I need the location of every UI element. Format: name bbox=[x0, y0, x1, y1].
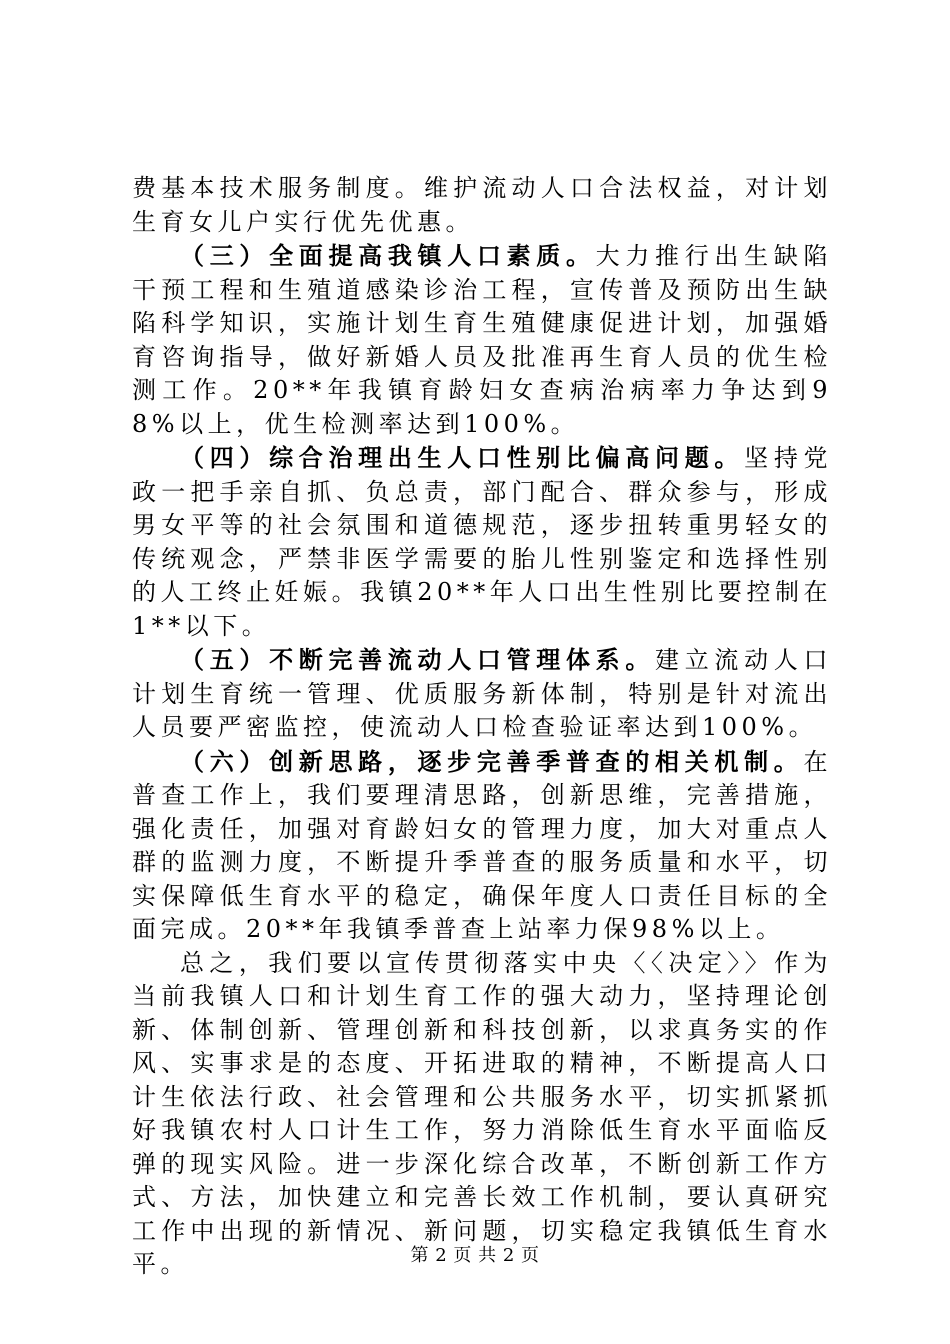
paragraph-section-5 bbox=[132, 643, 832, 745]
section-heading: （六）创新思路，逐步完善季普查的相关机制。 bbox=[180, 746, 804, 776]
paragraph-text: 在普查工作上，我们要理清思路，创新思维，完善措施，强化责任，加强对育龄妇女的管理力度，加大对重点人群的监测力度，不断提升季普查的服务质量和水平，切实保障低生育水平的稳定，确保年度人口责任目标的全面完成。20**年我镇季普查上站率力保98%以上。 bbox=[132, 747, 832, 943]
paragraph-text: 总之，我们要以宣传贯彻落实中央〈〈决定〉〉作为当前我镇人口和计划生育工作的强大动力，坚持理论创新、体制创新、管理创新和科技创新，以求真务实的作风、实事求是的态度、开拓进取的精神，不断提高人口计生依法行政、社会管理和公共服务水平，切实抓紧抓好我镇农村人口计生工作，努力消除低生育水平面临反弹的现实风险。进一步深化综合改革，不断创新工作方式、方法，加快建立和完善长效工作机制，要认真研究工作中出现的新情况、新问题，切实稳定我镇低生育水平。 bbox=[132, 948, 832, 1278]
page-footer bbox=[0, 1244, 950, 1268]
paragraph-text: 建立流动人口计划生育统一管理、优质服务新体制，特别是针对流出人员要严密监控，使流动人口检查验证率达到100%。 bbox=[132, 646, 832, 741]
section-heading: （四）综合治理出生人口性别比偏高问题。 bbox=[180, 443, 745, 472]
paragraph-text: 坚持党政一把手亲自抓、负总责，部门配合、群众参与，形成男女平等的社会氛围和道德规范，逐步扭转重男轻女的传统观念，严禁非医学需要的胎儿性别鉴定和选择性别的人工终止妊娠。我镇20**年人口出生性别比要控制在1**以下。 bbox=[132, 444, 833, 640]
section-heading: （五）不断完善流动人口管理体系。 bbox=[180, 645, 656, 674]
paragraph-conclusion bbox=[132, 947, 832, 1282]
paragraph-text: 大力推行出生缺陷干预工程和生殖道感染诊治工程，宣传普及预防出生缺陷科学知识，实施计划生育生殖健康促进计划，加强婚育咨询指导，做好新婚人员及批准再生育人员的优生检测工作。20**年我镇育龄妇女查病治病率力争达到98%以上，优生检测率达到100%。 bbox=[132, 242, 833, 438]
paragraph-text: 费基本技术服务制度。维护流动人口合法权益，对计划生育女儿户实行优先优惠。 bbox=[132, 174, 832, 236]
document-body bbox=[132, 172, 832, 1282]
section-heading: （三）全面提高我镇人口素质。 bbox=[180, 241, 596, 270]
paragraph-section-3 bbox=[132, 239, 832, 441]
paragraph-section-4 bbox=[132, 441, 832, 643]
paragraph-section-6 bbox=[132, 745, 832, 947]
page-number-label: 第 2 页 共 2 页 bbox=[410, 1245, 540, 1266]
paragraph-continuation bbox=[132, 172, 832, 239]
